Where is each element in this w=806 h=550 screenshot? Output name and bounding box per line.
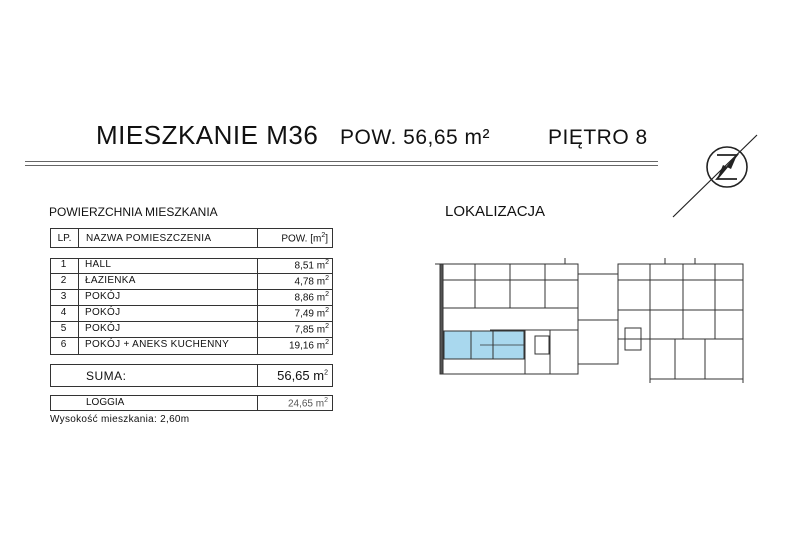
location-title: LOKALIZACJA	[445, 203, 546, 220]
loggia-label: LOGGIA	[86, 397, 125, 408]
table-row: 2 ŁAZIENKA 4,78 $m^2$	[60, 275, 329, 288]
apartment-area: POW. 56,65 m²	[340, 126, 491, 149]
table-row: 6 POKÓJ + ANEKS KUCHENNY 19,16 $m^2$	[60, 339, 329, 352]
sum-label: SUMA:	[86, 369, 127, 383]
header-rule-bottom	[25, 165, 658, 166]
location-floor-plan	[435, 250, 745, 385]
loggia-box	[50, 395, 333, 411]
apartment-floor: PIĘTRO 8	[548, 126, 648, 149]
rooms-section-title: POWIERZCHNIA MIESZKANIA	[49, 205, 218, 219]
apartment-title: MIESZKANIE M36	[96, 120, 319, 150]
height-note: Wysokość mieszkania: 2,60m	[50, 414, 190, 425]
table-row: 1 HALL 8,51 $m^2$	[60, 259, 329, 272]
sum-box	[50, 364, 333, 387]
table-row: 3 POKÓJ 8,86 $m^2$	[60, 291, 329, 304]
header-rule-top	[25, 161, 658, 162]
col-area: POW. $[m^2]$	[281, 232, 328, 245]
sum-value: 56,65 $m^2$	[277, 368, 328, 383]
col-name: NAZWA POMIESZCZENIA	[86, 233, 212, 244]
loggia-value: 24,65 $m^2$	[287, 397, 328, 410]
col-lp: LP.	[57, 233, 72, 244]
table-header	[50, 228, 333, 248]
north-arrow-icon	[665, 125, 775, 235]
table-row: 5 POKÓJ 7,85 $m^2$	[60, 323, 329, 336]
table-row: 4 POKÓJ 7,49 $m^2$	[60, 307, 329, 320]
